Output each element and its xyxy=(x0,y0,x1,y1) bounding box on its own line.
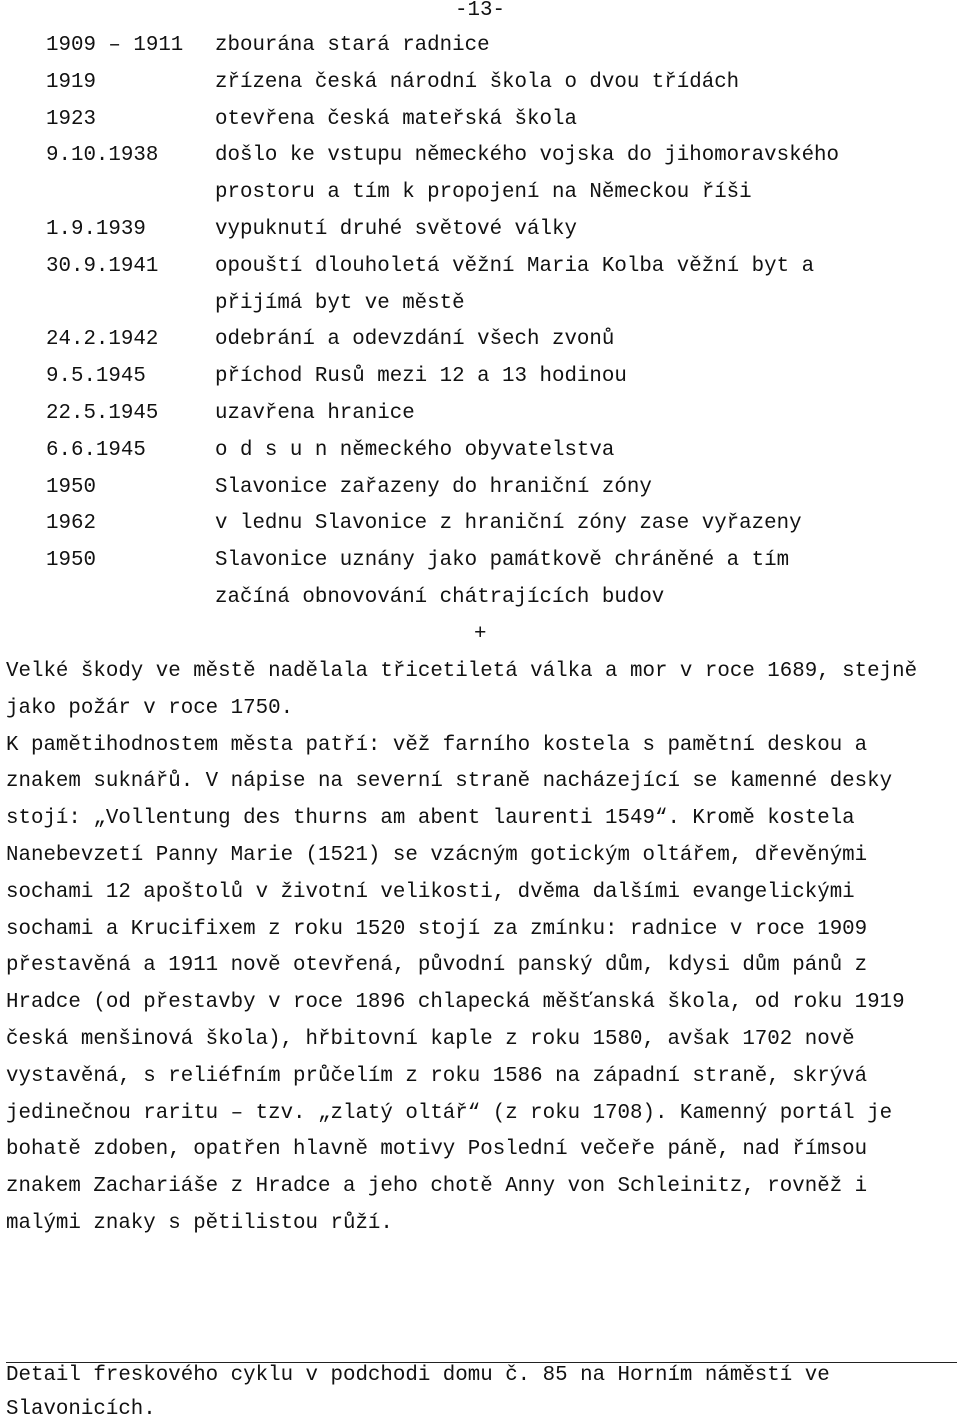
chronology-row xyxy=(46,433,946,470)
chronology-event-line: uzavřena hranice xyxy=(215,401,415,425)
chronology-row xyxy=(46,249,946,323)
chronology-date: 22.5.1945 xyxy=(46,401,159,425)
chronology-date: 30.9.1941 xyxy=(46,254,159,278)
body-text-line: jako požár v roce 1750. xyxy=(6,696,294,720)
chronology-event-line: začíná obnovování chátrajících budov xyxy=(215,585,665,609)
chronology-event-line: o d s u n německého obyvatelstva xyxy=(215,438,615,462)
chronology-date: 9.5.1945 xyxy=(46,365,146,389)
body-text-line: znakem Zachariáše z Hradce a jeho chotě Anny von Schleinitz, rovněž i xyxy=(6,1175,868,1199)
chronology-row xyxy=(46,65,946,102)
body-text-line: sochami a Krucifixem z roku 1520 stojí za zmínku: radnice v roce 1909 xyxy=(6,917,868,941)
chronology-event xyxy=(215,212,946,249)
chronology-event-line: přijímá byt ve městě xyxy=(215,291,465,315)
chronology-row xyxy=(46,322,946,359)
body-text-line: znakem suknářů. V nápise na severní straně nacházející se kamenné desky xyxy=(6,770,893,794)
chronology-event xyxy=(215,506,946,543)
chronology-date: 1923 xyxy=(46,107,96,131)
chronology-date: 6.6.1945 xyxy=(46,438,146,462)
chronology-event xyxy=(215,433,946,470)
footnote-line: Slavonicích. xyxy=(6,1398,156,1421)
chronology-event xyxy=(215,470,946,507)
body-text-line: stojí: „Vollentung des thurns am abent laurenti 1549“. Kromě kostela xyxy=(6,807,855,831)
chronology-event-line: zbourána stará radnice xyxy=(215,34,490,57)
body-text-line: přestavěná a 1911 nově otevřená, původní panský dům, kdysi dům pánů z xyxy=(6,954,868,978)
chronology-row xyxy=(46,138,946,212)
body-text-line: jedinečnou raritu – tzv. „zlatý oltář“ (z roku 1708). Kamenný portál je xyxy=(6,1101,893,1125)
chronology-event xyxy=(215,543,946,617)
footnote-line: Detail freskového cyklu v podchodi domu č. 85 na Horním náměstí ve xyxy=(6,1364,830,1387)
body-text-line: malými znaky s pětilistou růží. xyxy=(6,1211,393,1235)
body-text-line: K pamětihodnostem města patří: věž farního kostela s pamětní deskou a xyxy=(6,733,868,757)
chronology-date: 1962 xyxy=(46,512,96,536)
chronology-row xyxy=(46,396,946,433)
chronology-row xyxy=(46,102,946,139)
chronology-event xyxy=(215,322,946,359)
chronology-event xyxy=(215,102,946,139)
body-text-line: Hradce (od přestavby v roce 1896 chlapecká měšťanská škola, od roku 1919 xyxy=(6,991,905,1015)
section-separator: + xyxy=(474,623,487,646)
chronology-event-line: prostoru a tím k propojení na Německou říši xyxy=(215,181,752,205)
chronology-event-line: došlo ke vstupu německého vojska do jihomoravského xyxy=(215,144,840,168)
chronology-list xyxy=(46,28,946,617)
chronology-event-line: Slavonice uznány jako památkově chráněné a tím xyxy=(215,549,790,573)
body-paragraph xyxy=(6,654,958,1243)
body-text-line: česká menšinová škola), hřbitovní kaple z roku 1580, avšak 1702 nově xyxy=(6,1027,855,1051)
chronology-row xyxy=(46,470,946,507)
chronology-event-line: vypuknutí druhé světové války xyxy=(215,217,577,241)
chronology-row xyxy=(46,212,946,249)
body-text-line: vystavěná, s reliéfním průčelím z roku 1586 na západní straně, skrývá xyxy=(6,1064,868,1088)
body-text-line: Velké škody ve městě nadělala třicetiletá válka a mor v roce 1689, stejně xyxy=(6,660,918,683)
chronology-row xyxy=(46,543,946,617)
chronology-event xyxy=(215,249,946,323)
chronology-event xyxy=(215,65,946,102)
chronology-date: 9.10.1938 xyxy=(46,144,159,168)
footnote xyxy=(6,1359,958,1427)
chronology-row xyxy=(46,506,946,543)
body-text-line: bohatě zdoben, opatřen hlavně motivy Poslední večeře páně, nad římsou xyxy=(6,1138,868,1162)
body-text-line: sochami 12 apoštolů v životní velikosti, dvěma dalšími evangelickými xyxy=(6,880,855,904)
chronology-date: 1950 xyxy=(46,475,96,499)
chronology-event-line: otevřena česká mateřská škola xyxy=(215,107,577,131)
chronology-row xyxy=(46,359,946,396)
chronology-event xyxy=(215,396,946,433)
page-number: -13- xyxy=(455,0,505,22)
chronology-event-line: příchod Rusů mezi 12 a 13 hodinou xyxy=(215,365,627,389)
chronology-event xyxy=(215,28,946,65)
chronology-event xyxy=(215,359,946,396)
chronology-event-line: Slavonice zařazeny do hraniční zóny xyxy=(215,475,652,499)
chronology-event-line: zřízena česká národní škola o dvou třídách xyxy=(215,70,740,94)
chronology-event-line: odebrání a odevzdání všech zvonů xyxy=(215,328,615,352)
body-text-line: Nanebevzetí Panny Marie (1521) se vzácným gotickým oltářem, dřevěnými xyxy=(6,843,868,867)
chronology-date: 24.2.1942 xyxy=(46,328,159,352)
chronology-event-line: opouští dlouholetá věžní Maria Kolba věžní byt a xyxy=(215,254,815,278)
chronology-row xyxy=(46,28,946,65)
chronology-date: 1909 – 1911 xyxy=(46,34,184,57)
chronology-date: 1919 xyxy=(46,70,96,94)
chronology-date: 1950 xyxy=(46,549,96,573)
chronology-event xyxy=(215,138,946,212)
chronology-date: 1.9.1939 xyxy=(46,217,146,241)
chronology-event-line: v lednu Slavonice z hraniční zóny zase vyřazeny xyxy=(215,512,802,536)
